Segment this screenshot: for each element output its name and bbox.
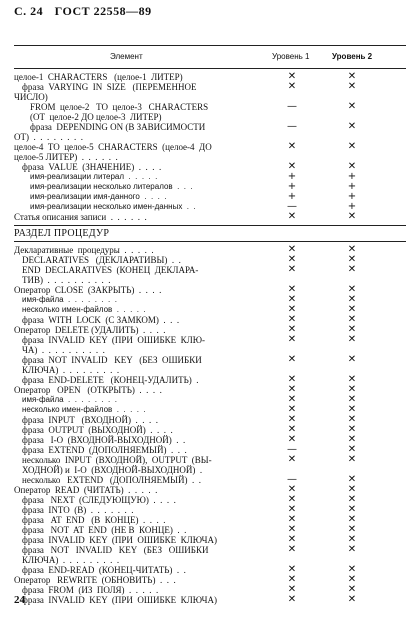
level2-mark: ✕ (347, 584, 357, 595)
element-cell: ОТ) . . . . . . . . (14, 132, 83, 142)
level1-mark: ✕ (287, 424, 297, 435)
table-body-part2 (14, 245, 406, 605)
element-cell: фраза NOT AT END (НЕ В КОНЦЕ) . . (22, 525, 187, 535)
element-cell: имя-файла . . . . . . . . (22, 295, 117, 304)
level2-mark: ✕ (347, 264, 357, 275)
element-cell: Оператор DELETE (УДАЛИТЬ) . . . . (14, 325, 166, 335)
element-cell: несколько EXTEND (ДОПОЛНЯЕМЫЙ) . . (22, 475, 201, 485)
element-cell: КЛЮЧА) . . . . . . . . . (22, 555, 120, 565)
level1-mark: ✕ (287, 81, 297, 92)
level2-mark: ✕ (347, 284, 357, 295)
level1-mark: + (287, 171, 297, 182)
element-cell: END DECLARATIVES (КОНЕЦ ДЕКЛАРА- (22, 265, 199, 275)
level2-mark: ✕ (347, 424, 357, 435)
element-cell: Статья описания записи . . . . . . (14, 212, 147, 222)
element-cell: имя-реализации литерал . . . . . (30, 172, 158, 181)
level2-mark: ✕ (347, 474, 357, 485)
level1-mark: ✕ (287, 354, 297, 365)
level1-mark: — (287, 101, 297, 112)
level2-mark: ✕ (347, 444, 357, 455)
level2-mark: ✕ (347, 544, 357, 555)
level1-mark: ✕ (287, 384, 297, 395)
element-cell: целое-1 CHARACTERS (целое-1 ЛИТЕР) (14, 72, 183, 82)
table-row (14, 122, 406, 132)
element-cell: целое-5 ЛИТЕР) . . . . . . (14, 152, 118, 162)
level2-mark: ✕ (347, 574, 357, 585)
level2-mark: ✕ (347, 161, 357, 172)
level1-mark: ✕ (287, 504, 297, 515)
page-ref: С. 24 (14, 4, 44, 18)
level2-mark: ✕ (347, 384, 357, 395)
level1-mark: ✕ (287, 254, 297, 265)
section-rule-bottom (14, 241, 406, 242)
element-cell: ХОДНОЙ) и I-O (ВХОДНОЙ-ВЫХОДНОЙ) . (22, 465, 203, 475)
table-row (14, 102, 406, 112)
element-cell: имя-реализации имя-данного . . . . (30, 192, 167, 201)
level1-mark: ✕ (287, 484, 297, 495)
level2-mark: ✕ (347, 314, 357, 325)
column-header-level1: Уровень 1 (272, 52, 310, 61)
table-row (14, 455, 406, 465)
element-cell: Оператор CLOSE (ЗАКРЫТЬ) . . . . (14, 285, 162, 295)
level1-mark: ✕ (287, 211, 297, 222)
level1-mark: ✕ (287, 71, 297, 82)
level2-mark: ✕ (347, 454, 357, 465)
table-body-part1 (14, 72, 406, 222)
level2-mark: ✕ (347, 81, 357, 92)
level2-mark: ✕ (347, 594, 357, 605)
page-number: 24 (14, 594, 25, 606)
level1-mark: ✕ (287, 414, 297, 425)
table-row (14, 265, 406, 275)
level1-mark: — (287, 121, 297, 132)
level1-mark: + (287, 191, 297, 202)
element-cell: имя-реализации несколько литералов . . . (30, 182, 193, 191)
level1-mark: ✕ (287, 314, 297, 325)
table-row (14, 545, 406, 555)
level2-mark: ✕ (347, 101, 357, 112)
element-cell: имя-реализации несколько имен-данных . . (30, 202, 196, 211)
level2-mark: ✕ (347, 504, 357, 515)
level1-mark: ✕ (287, 544, 297, 555)
level1-mark: ✕ (287, 141, 297, 152)
element-cell: имя-файла . . . . . . . . (22, 395, 117, 404)
level1-mark: ✕ (287, 574, 297, 585)
element-cell: КЛЮЧА) . . . . . . . . . (22, 365, 120, 375)
level1-mark: ✕ (287, 394, 297, 405)
element-cell: фраза NOT INVALID KEY (БЕЗ ОШИБКИ (22, 355, 202, 365)
element-cell: несколько имен-файлов . . . . . (22, 305, 146, 314)
section-rule (14, 225, 406, 226)
column-header-element: Элемент (110, 52, 143, 61)
level2-mark: ✕ (347, 374, 357, 385)
level1-mark: ✕ (287, 584, 297, 595)
level2-mark: + (347, 201, 357, 212)
element-cell: Декларативные процедуры . . . . . (14, 245, 154, 255)
level2-mark: + (347, 181, 357, 192)
level1-mark: ✕ (287, 494, 297, 505)
level2-mark: ✕ (347, 434, 357, 445)
standard-id: ГОСТ 22558—89 (54, 4, 152, 18)
element-cell: целое-4 TO целое-5 CHARACTERS (целое-4 ДО (14, 142, 212, 152)
table-header-rule (14, 68, 406, 69)
element-cell: фраза VARYING IN SIZE (ПЕРЕМЕННОЕ (22, 82, 197, 92)
level1-mark: ✕ (287, 564, 297, 575)
element-cell: Оператор REWRITE (ОБНОВИТЬ) . . . (14, 575, 176, 585)
level1-mark: ✕ (287, 534, 297, 545)
element-cell: фраза DEPENDING ON (В ЗАВИСИМОСТИ (30, 122, 206, 132)
element-cell: фраза AT END (В КОНЦЕ) . . . . (22, 515, 166, 525)
table-row (14, 595, 406, 605)
level2-mark: ✕ (347, 121, 357, 132)
element-cell: ЧА) . . . . . . . . . . (22, 345, 105, 355)
level2-mark: ✕ (347, 254, 357, 265)
element-cell: (ОТ целое-2 ДО целое-3 ЛИТЕР) (30, 112, 162, 122)
column-header-level2: Уровень 2 (332, 52, 373, 61)
level1-mark: ✕ (287, 284, 297, 295)
element-cell: фраза WITH LOCK (С ЗАМКОМ) . . . (22, 315, 180, 325)
element-cell: фраза INVALID KEY (ПРИ ОШИБКЕ КЛЮЧА) (22, 595, 217, 605)
level2-mark: ✕ (347, 244, 357, 255)
level1-mark: ✕ (287, 304, 297, 315)
level1-mark: ✕ (287, 434, 297, 445)
level1-mark: ✕ (287, 374, 297, 385)
level2-mark: ✕ (347, 524, 357, 535)
level1-mark: — (287, 444, 297, 455)
element-cell: фраза NOT INVALID KEY (БЕЗ ОШИБКИ (22, 545, 209, 555)
level1-mark: ✕ (287, 514, 297, 525)
level1-mark: ✕ (287, 294, 297, 305)
level1-mark: ✕ (287, 404, 297, 415)
table-row (14, 212, 406, 222)
level2-mark: ✕ (347, 564, 357, 575)
level1-mark: ✕ (287, 324, 297, 335)
level2-mark: ✕ (347, 414, 357, 425)
element-cell: фраза END-READ (КОНЕЦ-ЧИТАТЬ) . . (22, 565, 186, 575)
level2-mark: ✕ (347, 494, 357, 505)
level1-mark: — (287, 201, 297, 212)
element-cell: фраза FROM (ИЗ ПОЛЯ) . . . . . (22, 585, 159, 595)
level2-mark: ✕ (347, 334, 357, 345)
element-cell: фраза INVALID KEY (ПРИ ОШИБКЕ КЛЮ- (22, 335, 205, 345)
level1-mark: ✕ (287, 454, 297, 465)
level1-mark: ✕ (287, 264, 297, 275)
table-row (14, 335, 406, 345)
level1-mark: ✕ (287, 524, 297, 535)
section-title: РАЗДЕЛ ПРОЦЕДУР (14, 228, 110, 239)
level2-mark: ✕ (347, 354, 357, 365)
level2-mark: ✕ (347, 514, 357, 525)
level1-mark: ✕ (287, 594, 297, 605)
level2-mark: ✕ (347, 304, 357, 315)
element-cell: фраза OUTPUT (ВЫХОДНОЙ) . . . . (22, 425, 173, 435)
level2-mark: ✕ (347, 324, 357, 335)
requirements-table (14, 72, 406, 605)
element-cell: фраза INPUT (ВХОДНОЙ) . . . . (22, 415, 158, 425)
level2-mark: ✕ (347, 294, 357, 305)
table-row (14, 142, 406, 152)
element-cell: фраза VALUE (ЗНАЧЕНИЕ) . . . . (22, 162, 162, 172)
element-cell: фраза NEXT (СЛЕДУЮЩУЮ) . . . . (22, 495, 176, 505)
level2-mark: ✕ (347, 71, 357, 82)
table-top-rule (14, 45, 406, 46)
element-cell: фраза I-O (ВХОДНОЙ-ВЫХОДНОЙ) . . (22, 435, 186, 445)
level1-mark: ✕ (287, 244, 297, 255)
level2-mark: ✕ (347, 211, 357, 222)
level2-mark: + (347, 191, 357, 202)
level2-mark: ✕ (347, 404, 357, 415)
level1-mark: ✕ (287, 161, 297, 172)
table-row (14, 82, 406, 92)
element-cell: фраза INVALID KEY (ПРИ ОШИБКЕ КЛЮЧА) (22, 535, 217, 545)
table-row (14, 355, 406, 365)
element-cell: FROM целое-2 TO целое-3 CHARACTERS (30, 102, 209, 112)
level1-mark: ✕ (287, 334, 297, 345)
element-cell: Оператор OPEN (ОТКРЫТЬ) . . . . (14, 385, 162, 395)
level1-mark: — (287, 474, 297, 485)
element-cell: DECLARATIVES (ДЕКЛАРАТИВЫ) . . (22, 255, 181, 265)
element-cell: несколько имен-файлов . . . . . (22, 405, 146, 414)
element-cell: ТИВ) . . . . . . . . . . (22, 275, 111, 285)
element-cell: ЧИСЛО) (14, 92, 48, 102)
level2-mark: ✕ (347, 534, 357, 545)
element-cell: несколько INPUT (ВХОДНОЙ), OUTPUT (ВЫ- (22, 455, 212, 465)
level2-mark: ✕ (347, 141, 357, 152)
element-cell: Оператор READ (ЧИТАТЬ) . . . . . (14, 485, 158, 495)
element-cell: фраза END-DELETE (КОНЕЦ-УДАЛИТЬ) . (22, 375, 199, 385)
level1-mark: + (287, 181, 297, 192)
element-cell: фраза EXTEND (ДОПОЛНЯЕМЫЙ) . . . (22, 445, 187, 455)
page-header (14, 4, 160, 19)
level2-mark: ✕ (347, 394, 357, 405)
level2-mark: + (347, 171, 357, 182)
level2-mark: ✕ (347, 484, 357, 495)
element-cell: фраза INTO (В) . . . . . . . (22, 505, 134, 515)
